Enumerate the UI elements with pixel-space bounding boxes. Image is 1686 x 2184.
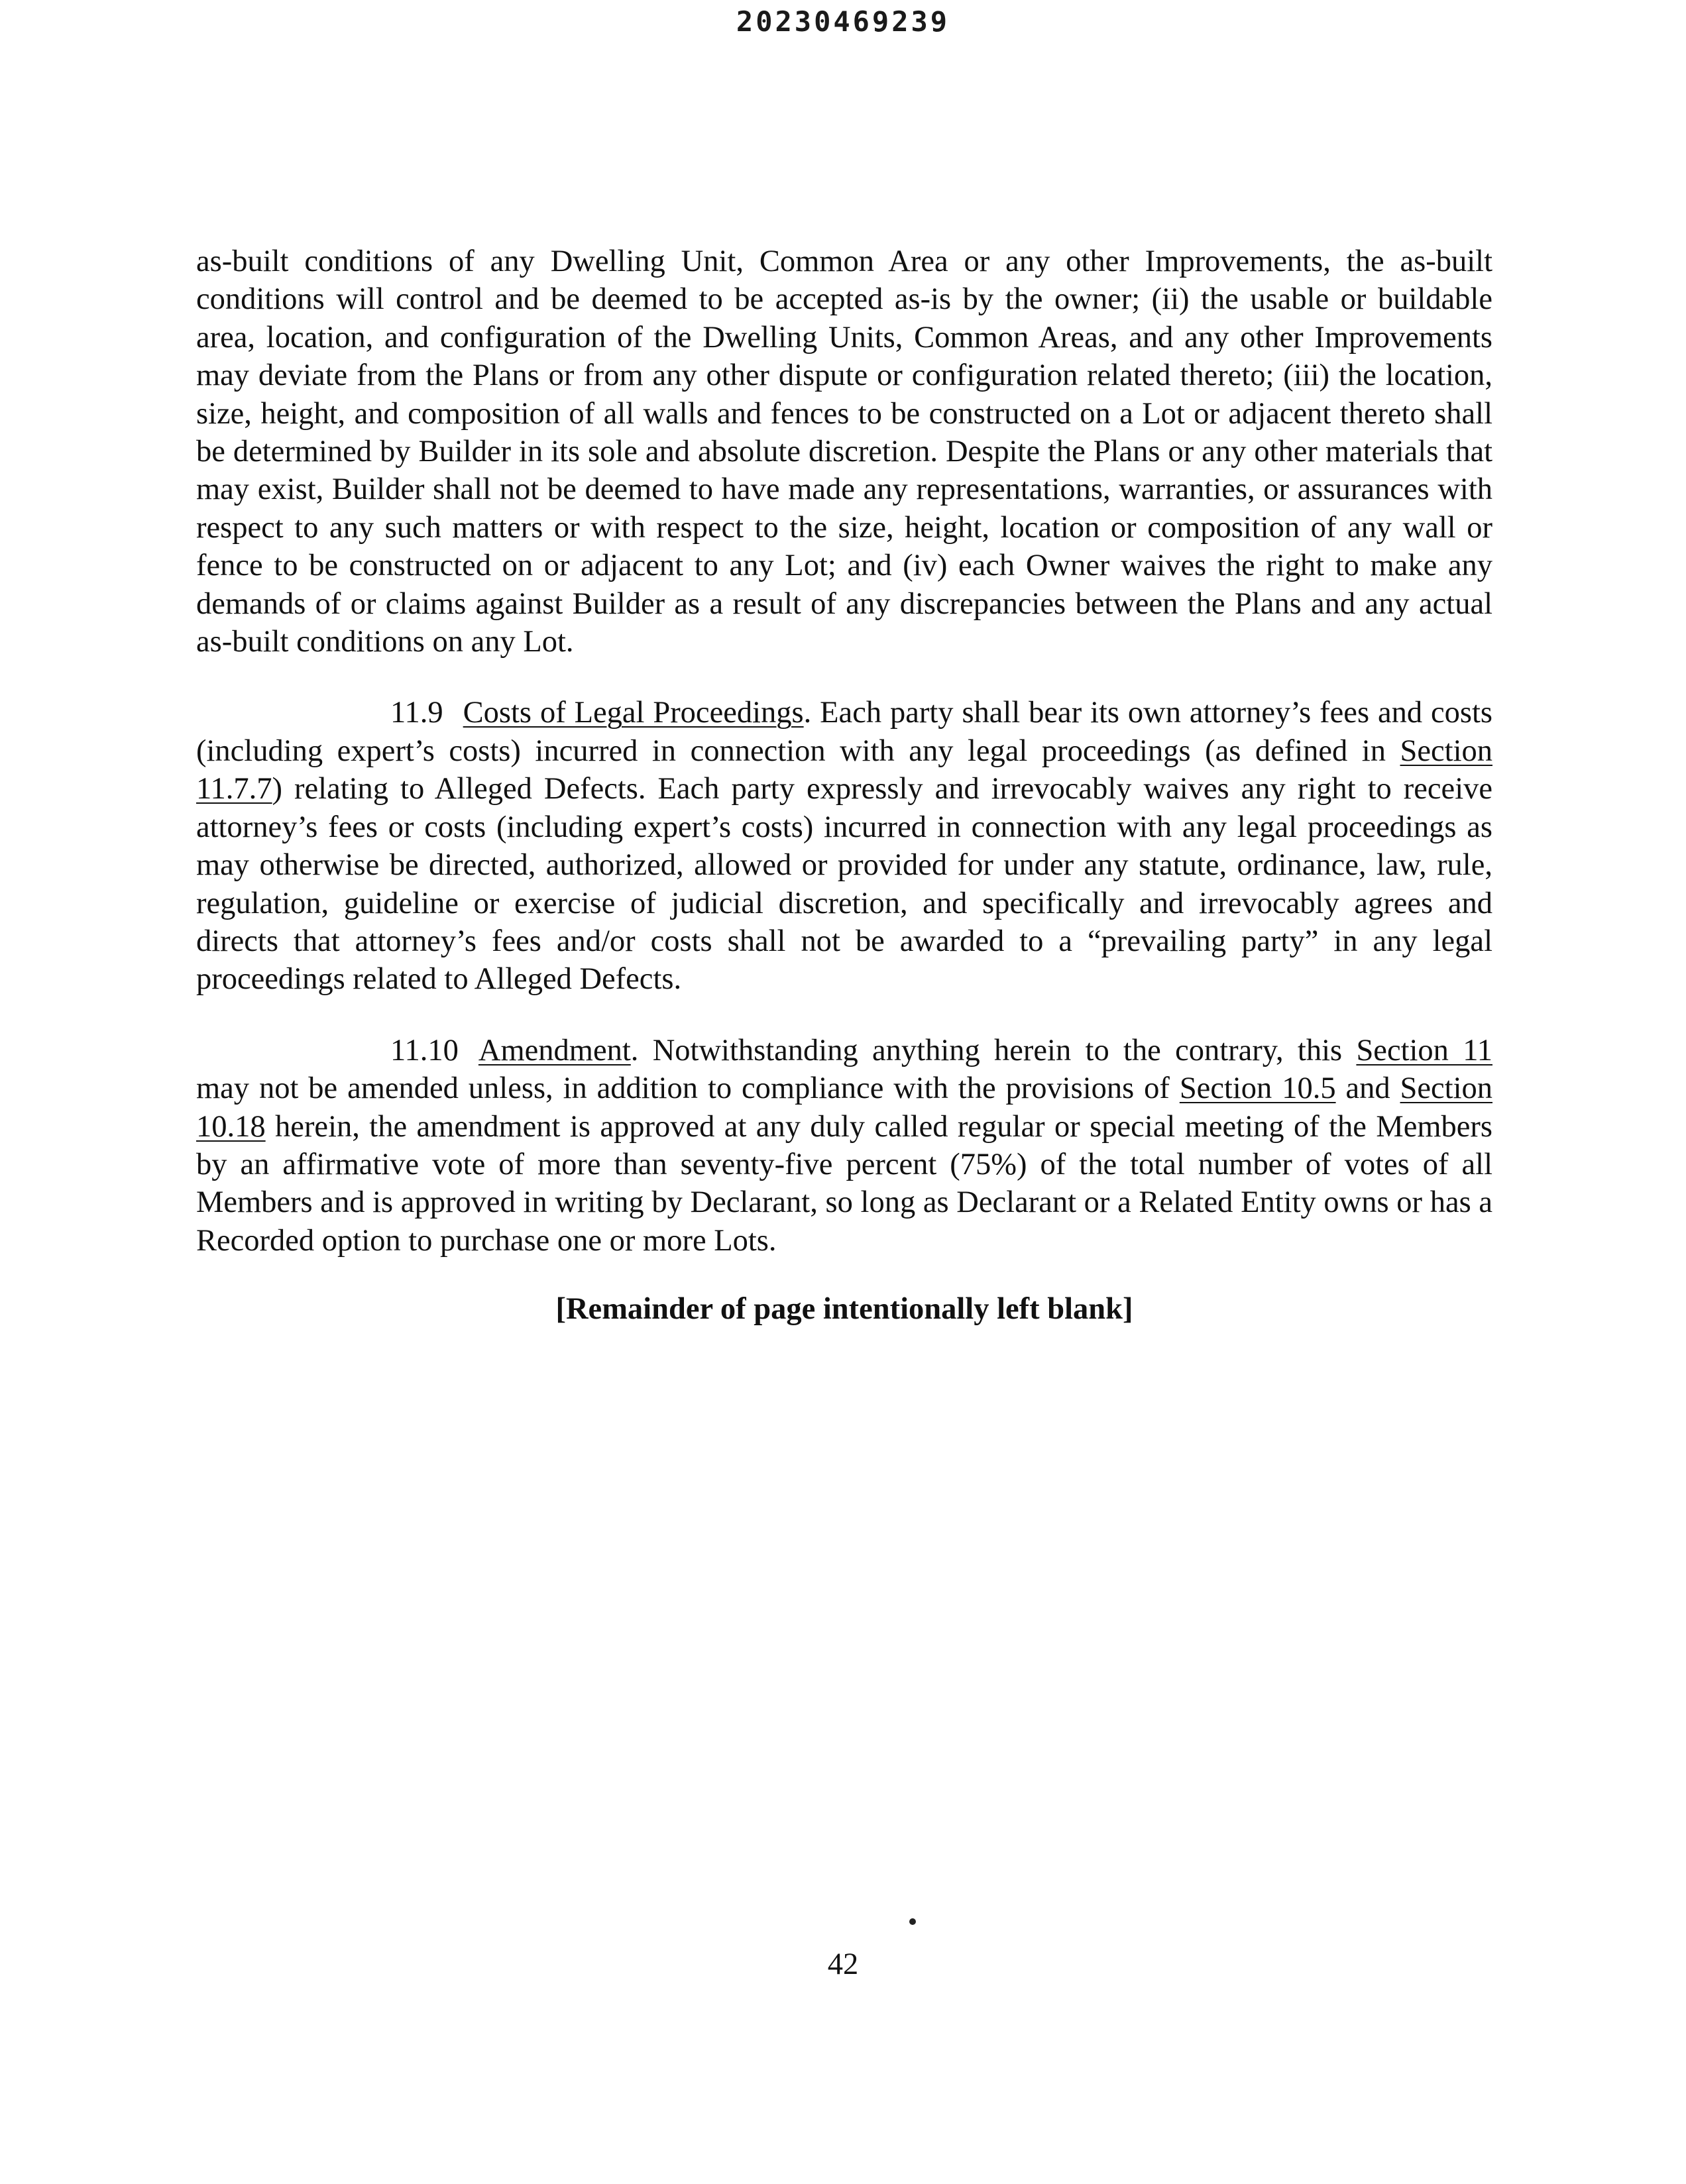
page-number: 42 [827, 1947, 859, 1981]
remainder-blank-notice: [Remainder of page intentionally left blank] [555, 1292, 1133, 1327]
section-heading: Amendment [478, 1033, 631, 1067]
section-number: 11.9 [390, 696, 443, 730]
section-11-10 [196, 1032, 1492, 1260]
section-heading: Costs of Legal Proceedings [463, 696, 804, 730]
section-cross-reference: Section 10.18 [196, 1071, 1493, 1144]
section-cross-reference: Section 10.5 [1179, 1071, 1336, 1106]
section-number: 11.10 [390, 1033, 459, 1067]
section-text: . Each party shall bear its own attorney’s fees and costs (including expert’s costs) incurred in connection with any legal proceedings (as defined in [196, 696, 1492, 768]
section-cross-reference: Section 11.7.7 [196, 734, 1492, 806]
section-text: may not be amended unless, in addition to compliance with the provisions of [196, 1071, 1180, 1106]
document-number: 20230469239 [736, 5, 950, 38]
section-text: ) relating to Alleged Defects. Each party expressly and irrevocably waives any right to receive attorney’s fees or costs (including expert’s costs) incurred in connection with any legal proceedings as may otherwise be directed, authorized, allowed or provided for under any statute, ordinance, law, rule, regulation, guideline or exercise of judicial discretion, and specifically and irrevocably agrees and directs that attorney’s fees and/or costs shall not be awarded to a “prevailing party” in any legal proceedings related to Alleged Defects. [196, 772, 1492, 997]
section-11-9 [196, 694, 1492, 998]
section-text: . Notwithstanding anything herein to the contrary, this [630, 1033, 1357, 1067]
section-text: and [1335, 1071, 1400, 1106]
paragraph-continuation: as-built conditions of any Dwelling Unit, Common Area or any other Improvements, the as-built conditions will control and be deemed to be accepted as-is by the owner; (ii) the usable or buildable area, location, and configuration of the Dwelling Units, Common Areas, and any other Improvements may deviate from the Plans or from any other dispute or configuration related thereto; (iii) the location, size, height, and composition of all walls and fences to be constructed on a Lot or adjacent thereto shall be determined by Builder in its sole and absolute discretion. Despite the Plans or any other materials that may exist, Builder shall not be deemed to have made any representations, warranties, or assurances with respect to any such matters or with respect to the size, height, location or composition of any wall or fence to be constructed on or adjacent to any Lot; and (iv) each Owner waives the right to make any demands of or claims against Builder as a result of any discrepancies between the Plans and any actual as-built conditions on any Lot. [196, 245, 1492, 659]
document-body [196, 243, 1492, 1329]
scan-dot-mark [909, 1918, 916, 1925]
section-text: herein, the amendment is approved at any duly called regular or special meeting of the Members by an affirmative vote of more than seventy-five percent (75%) of the total number of votes of all Members and is approved in writing by Declarant, so long as Declarant or a Related Entity owns or has a Recorded option to purchase one or more Lots. [196, 1109, 1492, 1258]
section-cross-reference: Section 11 [1356, 1033, 1492, 1067]
